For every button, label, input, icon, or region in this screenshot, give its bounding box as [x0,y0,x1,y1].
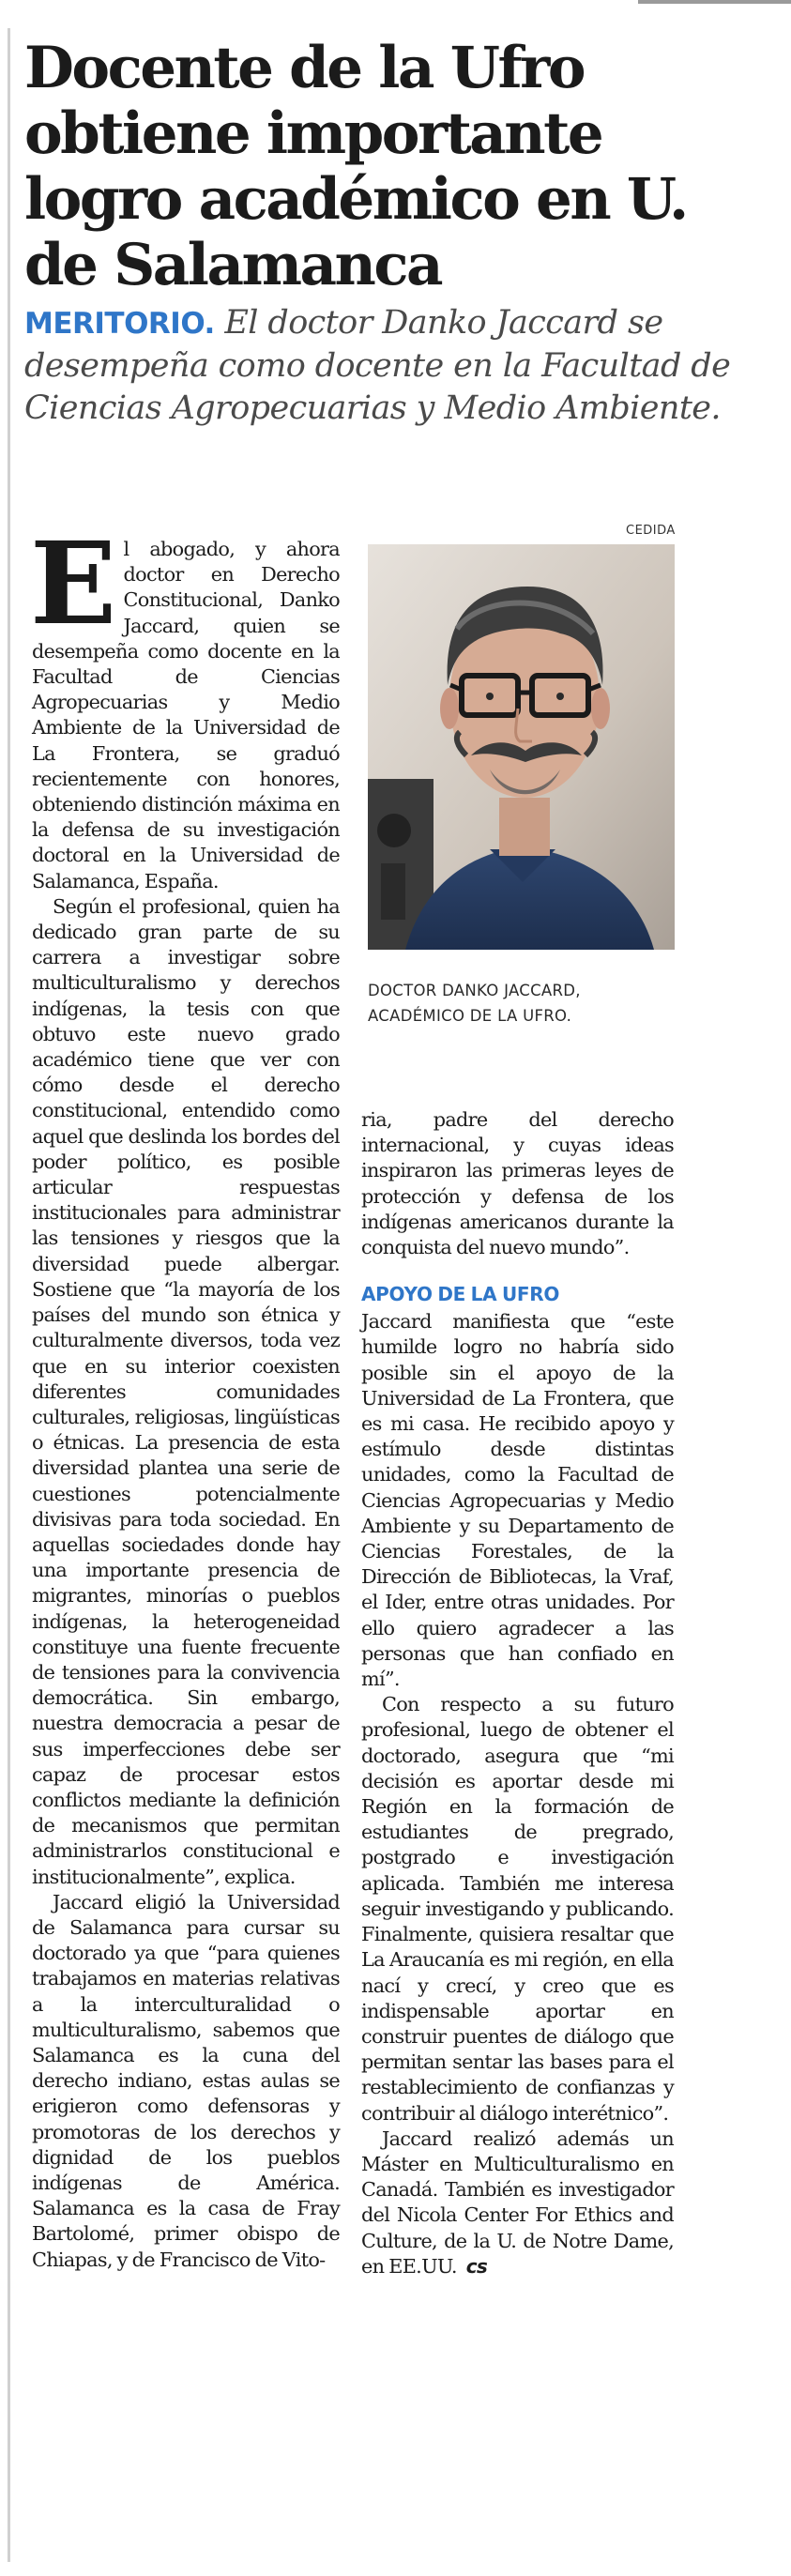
column-rule [8,28,10,2562]
paragraph-7 [361,2126,674,2279]
paragraph-2: Según el profesional, quien ha dedicado gran parte de su carrera a investigar sobre multiculturalismo y derechos indígenas, la tesis con que obtuvo este nuevo grado académico tiene que ver con cómo desde el derecho constitucional, entendido como aquel que deslinda los bordes del poder político, es posible articular respuestas institucionales para administrar las tensiones y riesgos que la diversidad puede albergar. Sostiene que “la mayoría de los países del mundo son étnica y culturalmente diversos, toda vez que en su interior coexisten diferentes comunidades culturales, religiosas, lingüísticas o étnicas. La presencia de esta diversidad plantea una serie de cuestiones potencialmente divisivas para toda sociedad. En aquellas sociedades donde hay una importante presencia de migrantes, minorías o pueblos indígenas, la heterogeneidad constituye una fuente frecuente de tensiones para la convivencia democrática. Sin embargo, nuestra democracia a pesar de sus imperfecciones debe ser capaz de procesar estos conflictos mediante la definición de mecanismos que permitan administrarlos constitucional e institucionalmente”, explica. [32,894,340,1888]
paragraph-1-text: l abogado, y ahora doctor en Derecho Constitucional, Danko Jaccard, quien se desempeña como docente en la Facultad de Ciencias Agropecuarias y Medio Ambiente de la Universidad de La Frontera, se graduó recientemente con honores, obteniendo distinción máxima en la defensa de su investigación doctoral en la Universidad de Salamanca, España. [32,538,340,892]
paragraph-7-text: Jaccard realizó además un Máster en Multiculturalismo en Canadá. También es investigador del Nicola Center For Ethics and Culture, de la U. de Notre Dame, en EE.UU. [361,2126,674,2278]
paragraph-4: ria, padre del derecho internacional, y cuyas ideas inspiraron las primeras leyes de protección y defensa de los indígenas americanos durante la conquista del nuevo mundo”. [361,1108,674,1259]
subheading: APOYO DE LA UFRO [361,1283,560,1306]
top-rule [638,0,791,4]
lead-kicker: MERITORIO. [24,307,215,341]
article-column-2 [361,1107,674,2279]
dropcap: E [30,516,116,650]
article-column-1 [30,516,340,2273]
article-headline: Docente de la Ufro obtiene importante logro académico en U. de Salamanca [24,35,687,298]
paragraph-6: Con respecto a su futuro profesional, luego de obtener el doctorado, asegura que “mi decisión es aportar desde mi Región en la formación de estudiantes de pregrado, postgrado e investigación aplicada. También me interesa seguir investigando y publicando. Finalmente, quisiera resaltar que La Araucanía es mi región, en ella nací y crecí, y creo que es indispensable aportar en construir puentes de diálogo que permitan sentar las bases para el restablecimiento de confianzas y contribuir al diálogo interétnico”. [361,1693,674,2125]
paragraph-3: Jaccard eligió la Universidad de Salamanca para cursar su doctorado ya que “para quienes trabajamos en materias relativas a la interculturalidad o multiculturalismo, sabemos que Salamanca es la cuna del derecho indiano, estas aulas se erigieron como defensoras y promotoras de los derechos y dignidad de los pueblos indígenas de América. Salamanca es la casa de Fray Bartolomé, primer obispo de Chiapas, y de Francisco de Vito- [32,1890,340,2271]
photo-caption: DOCTOR DANKO JACCARD, ACADÉMICO DE LA UFRO. [368,982,581,1025]
article-lead [24,302,766,430]
photo-credit: CEDIDA [626,524,676,538]
lead-text: El doctor Danko Jaccard se desempeña como docente en la Facultad de Ciencias Agropecuarias y Medio Ambiente. [24,304,731,427]
paragraph-5: Jaccard manifiesta que “este humilde logro no habría sido posible sin el apoyo de la Universidad de La Frontera, que es mi casa. He recibido apoyo y estímulo desde distintas unidades, como la Facultad de Ciencias Agropecuarias y Medio Ambiente y su Departamento de Ciencias Forestales, de la Dirección de Bibliotecas, la Vraf, el Ider, entre otras unidades. Por ello quiero agradecer a las personas que han confiado en mí”. [361,1310,674,1691]
author-initials: cs [465,2254,488,2278]
portrait-photo [368,544,675,950]
paragraph-1 [30,516,340,894]
